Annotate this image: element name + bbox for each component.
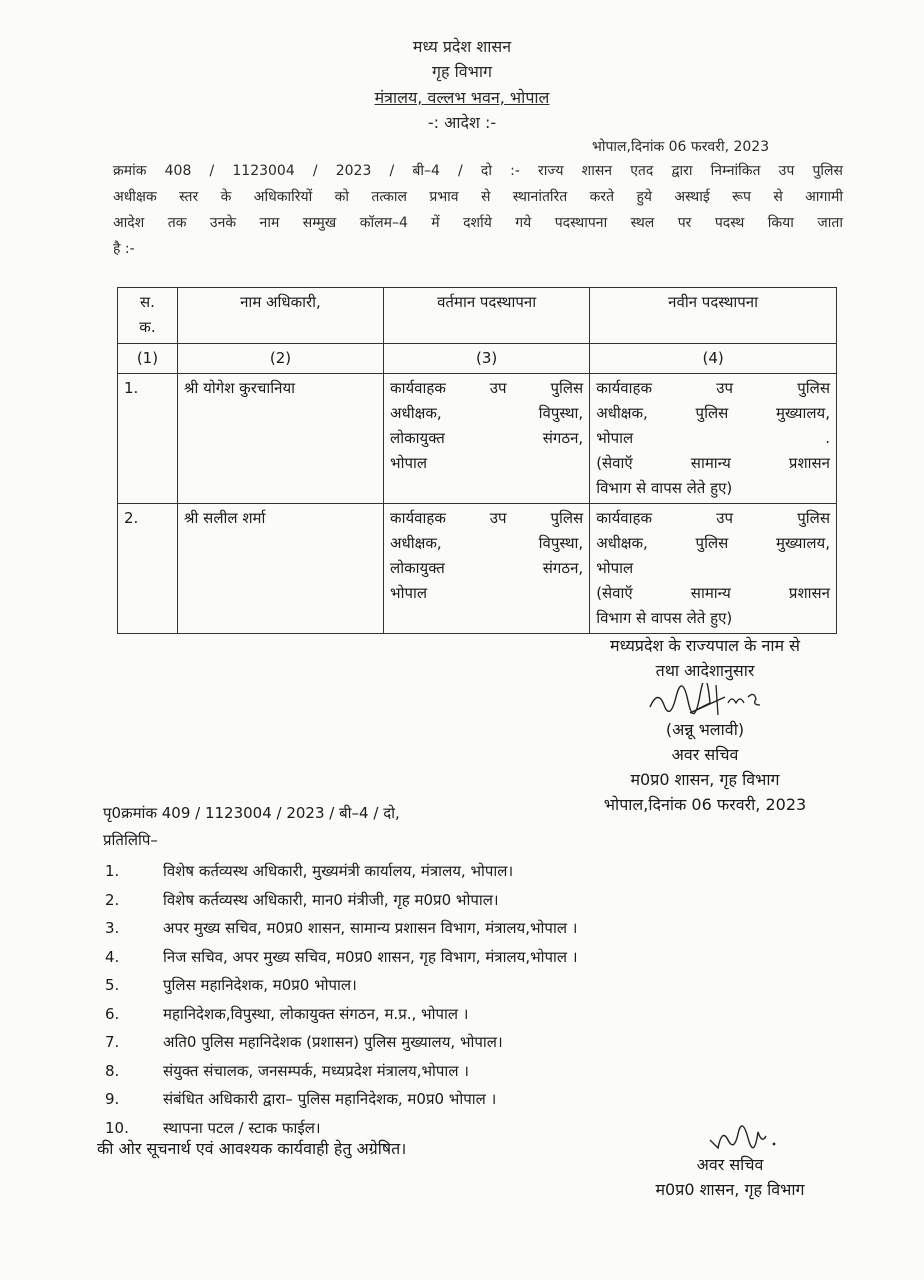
list-item-number: 6. bbox=[105, 1004, 120, 1023]
list-item-text: पुलिस महानिदेशक, म0प्र0 भोपाल। bbox=[163, 976, 357, 994]
row-new-posting bbox=[590, 504, 837, 634]
new-posting-line: कार्यवाहक उप पुलिस bbox=[596, 379, 830, 397]
list-item-text: अति0 पुलिस महानिदेशक (प्रशासन) पुलिस मुख्यालय, भोपाल। bbox=[163, 1033, 503, 1051]
list-item-text: संयुक्त संचालक, जनसम्पर्क, मध्यप्रदेश मंत्रालय,भोपाल । bbox=[163, 1061, 469, 1080]
list-item bbox=[103, 1085, 578, 1114]
office-address: मंत्रालय, वल्लभ भवन, भोपाल bbox=[374, 88, 550, 107]
current-posting-line: भोपाल bbox=[390, 584, 428, 602]
copy-to-label: प्रतिलिपि– bbox=[103, 831, 158, 849]
govt-name: मध्य प्रदेश शासन bbox=[412, 37, 512, 56]
new-posting-line: (सेवाऍ सामान्य प्रशासन bbox=[596, 584, 830, 602]
row-new-posting bbox=[590, 374, 837, 504]
table-header-row bbox=[118, 288, 837, 344]
header-serial bbox=[118, 288, 178, 344]
order-date: भोपाल,दिनांक 06 फरवरी, 2023 bbox=[592, 139, 770, 155]
current-posting-line: लोकायुक्त संगठन, bbox=[390, 559, 584, 577]
signatory-designation: अवर सचिव bbox=[696, 1155, 764, 1174]
column-number-row bbox=[118, 344, 837, 374]
new-posting-line: भोपाल . bbox=[596, 429, 830, 447]
forwarding-note: की ओर सूचनार्थ एवं आवश्यक कार्यवाही हेतु अग्रेषित। bbox=[97, 1139, 407, 1158]
signature bbox=[560, 683, 850, 717]
list-item bbox=[103, 1000, 578, 1029]
list-item bbox=[103, 1028, 578, 1057]
header-serial-line1: स. bbox=[139, 293, 155, 311]
list-item-number: 1. bbox=[105, 862, 120, 880]
list-item-text: स्थापना पटल / स्टाक फाईल। bbox=[163, 1118, 321, 1137]
column-number: (2) bbox=[177, 344, 383, 374]
row-current-posting bbox=[384, 374, 590, 504]
order-paragraph-line: आदेश तक उनके नाम सम्मुख कॉलम–4 में दर्शाये गये पदस्थापना स्थल पर पदस्थ किया जाता bbox=[113, 215, 843, 231]
current-posting-line: अधीक्षक, विपुस्था, bbox=[390, 534, 584, 552]
order-paragraph-line: क्रमांक 408 / 1123004 / 2023 / बी–4 / दो :- राज्य शासन एतद द्वारा निम्नांकित उप पुलिस bbox=[113, 163, 843, 179]
signature-scribble bbox=[630, 683, 780, 717]
current-posting-line: अधीक्षक, विपुस्था, bbox=[390, 404, 584, 422]
list-item bbox=[103, 886, 578, 915]
list-item-text: महानिदेशक,विपुस्था, लोकायुक्त संगठन, म.प्र., भोपाल । bbox=[163, 1004, 469, 1023]
current-posting-line: कार्यवाहक उप पुलिस bbox=[390, 379, 584, 397]
header-serial-line2: क. bbox=[139, 318, 156, 336]
list-item-text: निज सचिव, अपर मुख्य सचिव, म0प्र0 शासन, गृह विभाग, मंत्रालय,भोपाल । bbox=[163, 947, 578, 966]
current-posting-line: भोपाल bbox=[390, 454, 428, 472]
new-posting-line: विभाग से वापस लेते हुए) bbox=[596, 609, 733, 627]
new-posting-line: कार्यवाहक उप पुलिस bbox=[596, 509, 830, 527]
new-posting-line: विभाग से वापस लेते हुए) bbox=[596, 479, 733, 497]
table-row bbox=[118, 374, 837, 504]
signatory-designation: अवर सचिव bbox=[671, 745, 739, 764]
current-posting-line: लोकायुक्त संगठन, bbox=[390, 429, 584, 447]
list-item-number: 2. bbox=[105, 890, 120, 909]
new-posting-line: अधीक्षक, पुलिस मुख्यालय, bbox=[596, 534, 830, 552]
signature bbox=[600, 1118, 860, 1152]
column-number: (4) bbox=[590, 344, 837, 374]
list-item-text: विशेष कर्तव्यस्थ अधिकारी, मान0 मंत्रीजी, गृह म0प्र0 भोपाल। bbox=[163, 890, 499, 909]
current-posting-line: कार्यवाहक उप पुलिस bbox=[390, 509, 584, 527]
list-item-number: 4. bbox=[105, 947, 120, 966]
row-officer-name: श्री योगेश कुरचानिया bbox=[177, 374, 383, 504]
new-posting-line: (सेवाऍ सामान्य प्रशासन bbox=[596, 454, 830, 472]
row-current-posting bbox=[384, 504, 590, 634]
recipient-list bbox=[103, 857, 578, 1142]
memo-number: पृ0क्रमांक 409 / 1123004 / 2023 / बी–4 / दो, bbox=[103, 804, 400, 822]
signatory-department: म0प्र0 शासन, गृह विभाग bbox=[630, 770, 780, 789]
order-paragraph-line: है :- bbox=[113, 241, 135, 257]
new-posting-line: भोपाल bbox=[596, 559, 634, 577]
authority-block bbox=[560, 633, 850, 817]
list-item bbox=[103, 857, 578, 886]
table-row bbox=[118, 504, 837, 634]
signature-date: भोपाल,दिनांक 06 फरवरी, 2023 bbox=[603, 795, 807, 814]
transfer-table bbox=[117, 287, 837, 634]
list-item bbox=[103, 971, 578, 1000]
order-paragraph bbox=[113, 158, 843, 262]
signatory-department: म0प्र0 शासन, गृह विभाग bbox=[655, 1180, 805, 1199]
list-item-number: 5. bbox=[105, 976, 120, 994]
signature-scribble bbox=[670, 1118, 790, 1152]
list-item-number: 9. bbox=[105, 1090, 120, 1108]
header-current-posting: वर्तमान पदस्थापना bbox=[384, 288, 590, 344]
department-name: गृह विभाग bbox=[431, 62, 493, 81]
list-item-text: विशेष कर्तव्यस्थ अधिकारी, मुख्यमंत्री कार्यालय, मंत्रालय, भोपाल। bbox=[163, 862, 514, 880]
authority-line: मध्यप्रदेश के राज्यपाल के नाम से bbox=[610, 636, 800, 655]
row-serial: 1. bbox=[118, 374, 178, 504]
header-new-posting: नवीन पदस्थापना bbox=[590, 288, 837, 344]
column-number: (1) bbox=[118, 344, 178, 374]
list-item bbox=[103, 914, 578, 943]
header-officer-name: नाम अधिकारी, bbox=[177, 288, 383, 344]
column-number: (3) bbox=[384, 344, 590, 374]
row-officer-name: श्री सलील शर्मा bbox=[177, 504, 383, 634]
signatory-name: (अन्नू भलावी) bbox=[665, 720, 745, 739]
list-item-text: अपर मुख्य सचिव, म0प्र0 शासन, सामान्य प्रशासन विभाग, मंत्रालय,भोपाल । bbox=[163, 919, 578, 937]
order-title: -: आदेश :- bbox=[427, 113, 497, 132]
row-serial: 2. bbox=[118, 504, 178, 634]
new-posting-line: अधीक्षक, पुलिस मुख्यालय, bbox=[596, 404, 830, 422]
list-item bbox=[103, 943, 578, 972]
list-item-number: 10. bbox=[105, 1118, 129, 1137]
list-item-text: संबंधित अधिकारी द्वारा– पुलिस महानिदेशक, म0प्र0 भोपाल । bbox=[163, 1090, 497, 1108]
list-item-number: 8. bbox=[105, 1061, 120, 1080]
authority-line: तथा आदेशानुसार bbox=[655, 661, 755, 680]
list-item bbox=[103, 1057, 578, 1086]
order-paragraph-line: अधीक्षक स्तर के अधिकारियों को तत्काल प्रभाव से स्थानांतरित करते हुये अस्थाई रूप से आगामी bbox=[113, 189, 843, 205]
endorsement-signature-block bbox=[600, 1118, 860, 1202]
list-item-number: 7. bbox=[105, 1033, 120, 1051]
list-item-number: 3. bbox=[105, 919, 120, 937]
